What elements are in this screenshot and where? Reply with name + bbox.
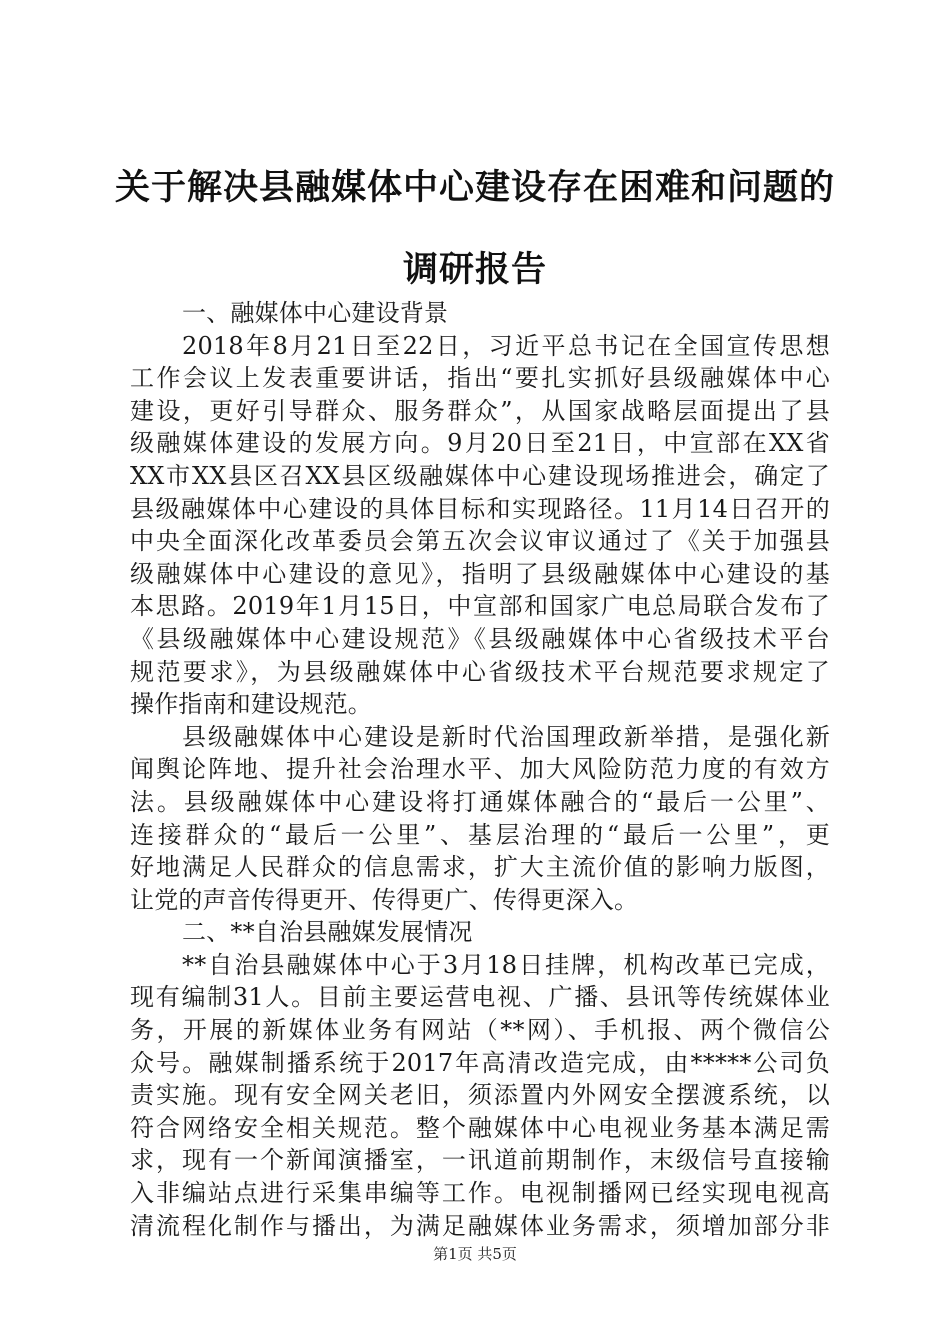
text-line: 《县级融媒体中心建设规范》《县级融媒体中心省级技术平台	[130, 624, 830, 653]
text-line: 2018年8月21日至22日，习近平总书记在全国宣传思想	[182, 331, 830, 360]
text-line: 县级融媒体中心建设的具体目标和实现路径。11月14日召开的	[130, 494, 830, 523]
document-title-line2: 调研报告	[402, 250, 547, 290]
text-line: 现有编制31人。目前主要运营电视、广播、县讯等传统媒体业	[130, 983, 830, 1012]
section-heading-1: 一、融媒体中心建设背景	[182, 299, 449, 327]
document-title-line1: 关于解决县融媒体中心建设存在困难和问题的	[114, 168, 835, 208]
text-line: 闻舆论阵地、提升社会治理水平、加大风险防范力度的有效方	[130, 755, 830, 784]
text-line: 县级融媒体中心建设是新时代治国理政新举措，是强化新	[182, 722, 830, 751]
text-line: 让党的声音传得更开、传得更广、传得更深入。	[130, 885, 639, 914]
text-line: 清流程化制作与播出，为满足融媒体业务需求，须增加部分非	[130, 1211, 830, 1240]
section-heading-2: 二、**自治县融媒发展情况	[182, 918, 473, 947]
text-line: 建设，更好引导群众、服务群众”，从国家战略层面提出了县	[130, 396, 830, 425]
text-line: 责实施。现有安全网关老旧，须添置内外网安全摆渡系统，以	[130, 1081, 830, 1110]
text-line: 入非编站点进行采集串编等工作。电视制播网已经实现电视高	[130, 1179, 830, 1208]
text-line: 操作指南和建设规范。	[130, 690, 372, 719]
text-line: 中央全面深化改革委员会第五次会议审议通过了《关于加强县	[130, 527, 830, 556]
page-footer: 第1页 共5页	[433, 1245, 517, 1263]
document-body	[130, 297, 830, 1242]
text-line: 求，现有一个新闻演播室，一讯道前期制作，末级信号直接输	[130, 1146, 830, 1175]
text-line: 级融媒体建设的发展方向。9月20日至21日，中宣部在XX省	[130, 429, 830, 458]
text-line: 本思路。2019年1月15日，中宣部和国家广电总局联合发布了	[130, 592, 830, 621]
text-line: 级融媒体中心建设的意见》，指明了县级融媒体中心建设的基	[130, 559, 830, 588]
text-line: 连接群众的“最后一公里”、基层治理的“最后一公里”，更	[130, 820, 830, 849]
text-line: XX市XX县区召XX县区级融媒体中心建设现场推进会，确定了	[130, 461, 830, 490]
text-line: 工作会议上发表重要讲话，指出“要扎实抓好县级融媒体中心	[130, 364, 830, 393]
text-line: 众号。融媒制播系统于2017年高清改造完成，由*****公司负	[130, 1048, 830, 1077]
text-line: **自治县融媒体中心于3月18日挂牌，机构改革已完成，	[182, 950, 830, 979]
text-line: 规范要求》，为县级融媒体中心省级技术平台规范要求规定了	[130, 657, 830, 686]
text-line: 符合网络安全相关规范。整个融媒体中心电视业务基本满足需	[130, 1113, 830, 1142]
text-line: 好地满足人民群众的信息需求，扩大主流价值的影响力版图，	[130, 853, 830, 882]
text-line: 务，开展的新媒体业务有网站（**网）、手机报、两个微信公	[130, 1016, 830, 1045]
text-line: 法。县级融媒体中心建设将打通媒体融合的“最后一公里”、	[130, 787, 830, 816]
